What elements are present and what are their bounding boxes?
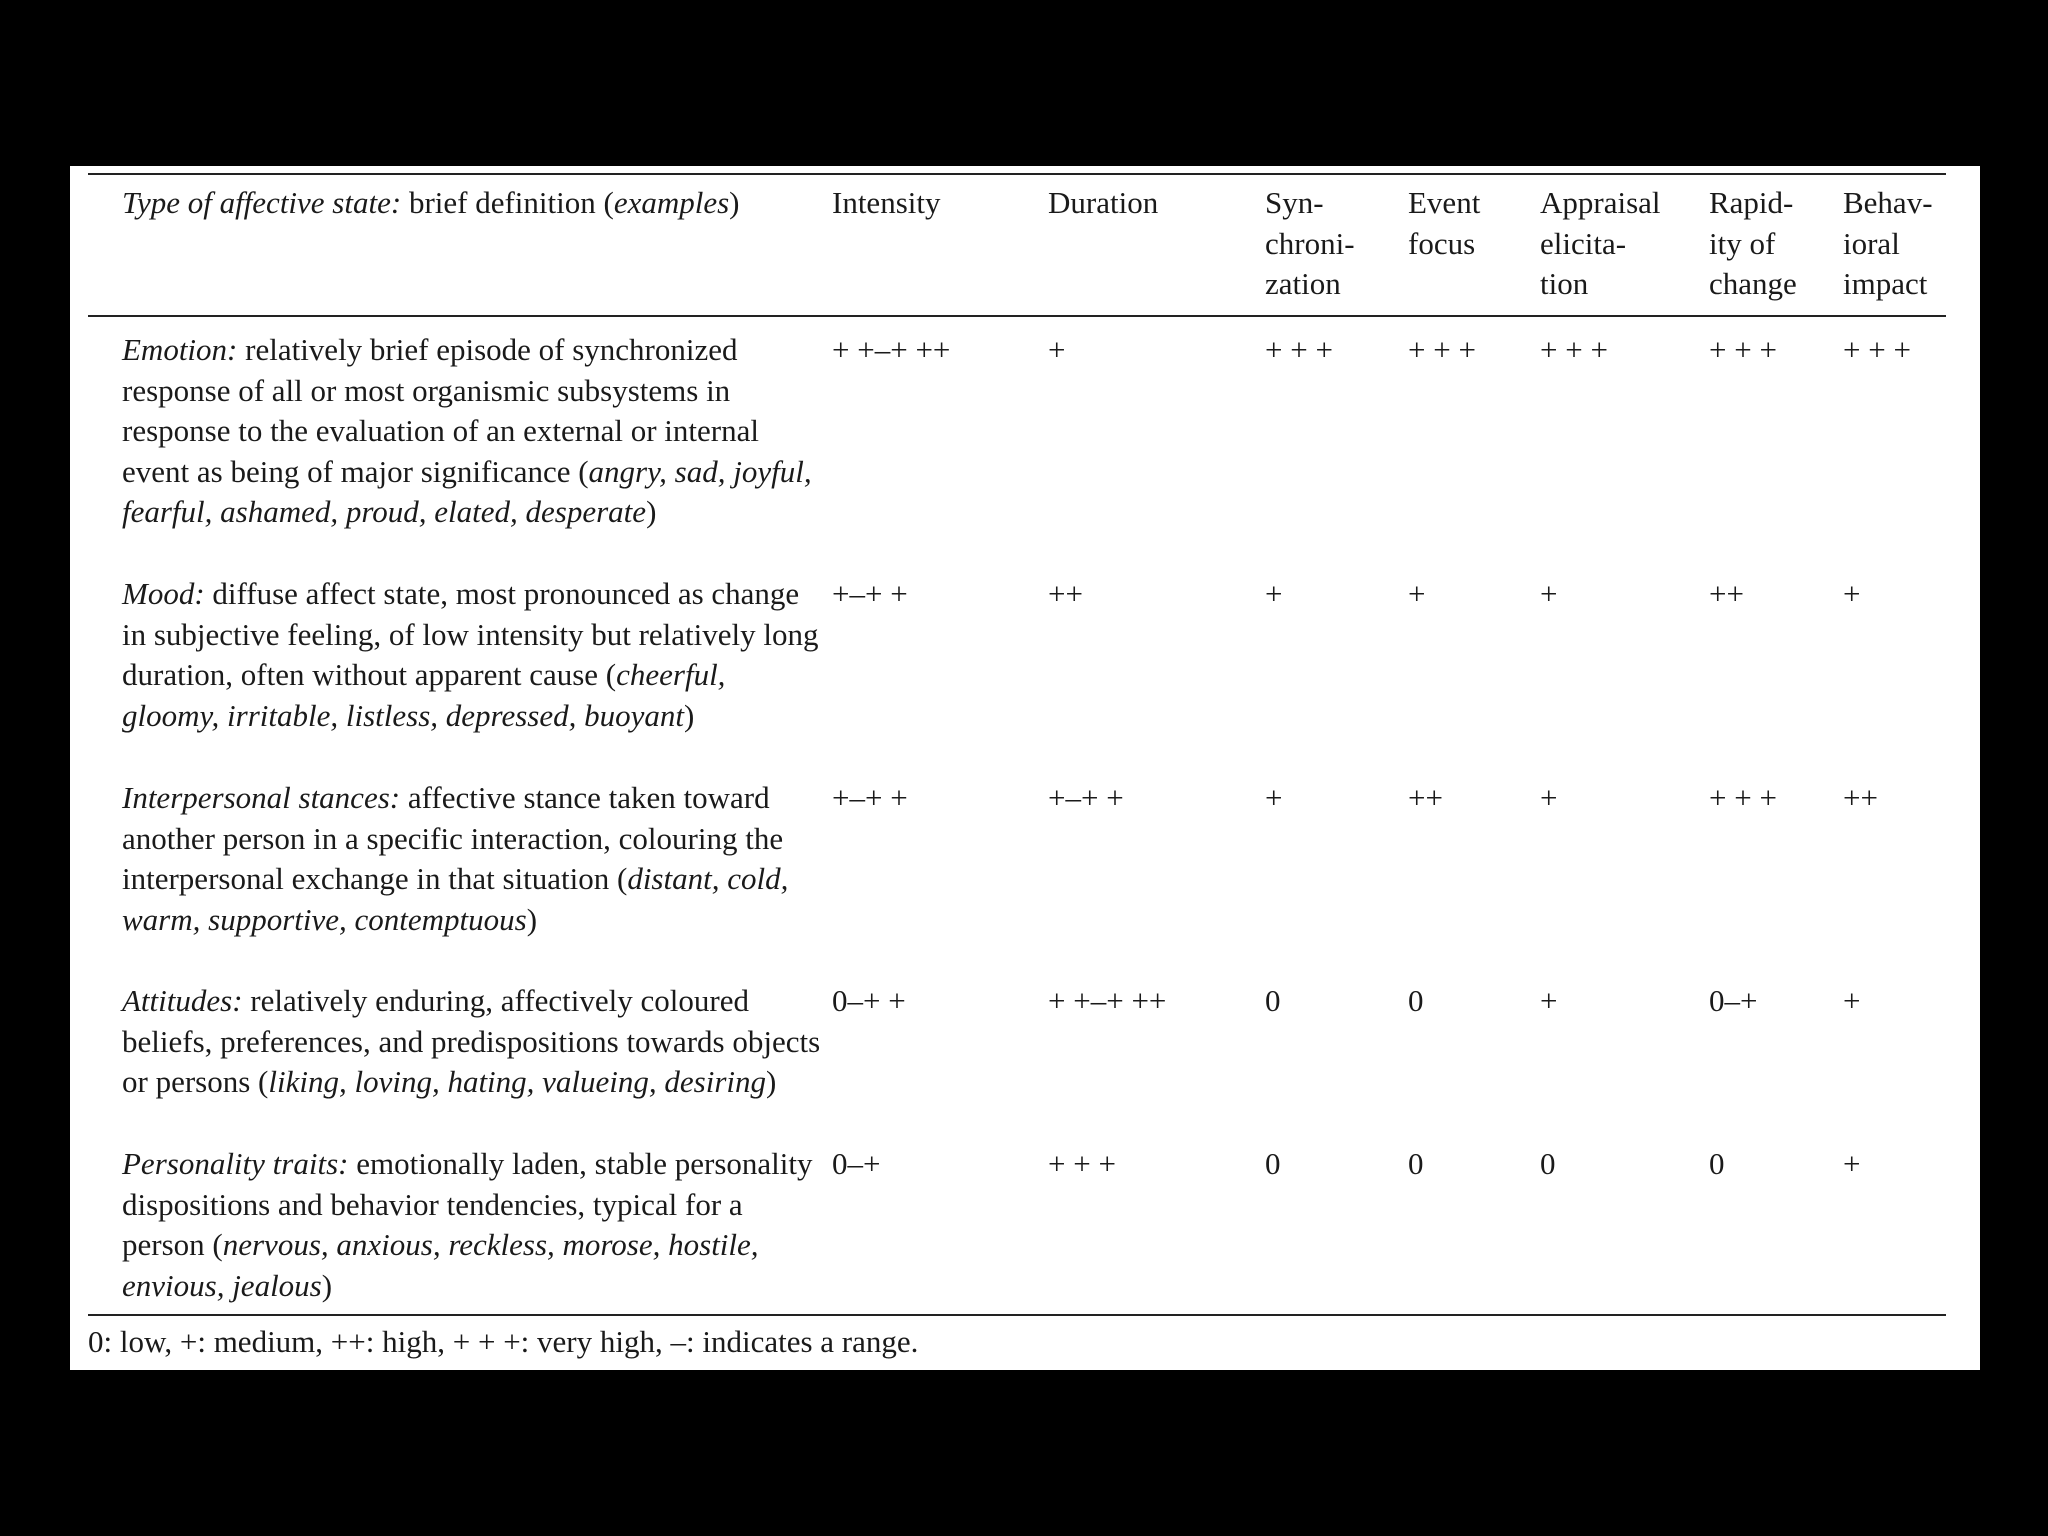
- header-synchronization: [1265, 183, 1355, 305]
- row-type: Interpersonal stances:: [122, 780, 401, 815]
- row-definition: relatively enduring, affectively coloured beliefs, preferences, and predispositions towards objects or persons (: [122, 983, 821, 1099]
- row-closing: ): [646, 494, 657, 529]
- table-top-rule: [88, 173, 1946, 175]
- table-bottom-rule: [88, 1314, 1946, 1316]
- header-line: tion: [1540, 266, 1589, 301]
- cell-synchronization: + + +: [1265, 332, 1333, 367]
- cell-appraisal-elicitation: +: [1540, 780, 1558, 815]
- row-definition: affective stance taken toward another person in a specific interaction, colouring the interpersonal exchange in that situation (: [122, 780, 784, 896]
- cell-intensity: + +–+ ++: [832, 332, 951, 367]
- row-type: Personality traits:: [122, 1146, 349, 1181]
- cell-duration: + + +: [1048, 1146, 1116, 1181]
- cell-intensity: +–+ +: [832, 780, 908, 815]
- row-examples: liking, loving, hating, valueing, desiring: [268, 1064, 767, 1099]
- cell-event-focus: ++: [1408, 780, 1443, 815]
- header-intensity: Intensity: [832, 185, 941, 220]
- header-line: ioral: [1843, 225, 1900, 261]
- header-line: Rapid-: [1709, 185, 1794, 220]
- row-examples: cheerful, gloomy, irritable, listless, depressed, buoyant: [122, 657, 726, 733]
- cell-appraisal-elicitation: +: [1540, 983, 1558, 1018]
- row-definition-mood: [122, 574, 822, 736]
- row-definition: emotionally laden, stable personality dispositions and behavior tendencies, typical for a person (: [122, 1146, 813, 1262]
- header-line: Syn-: [1265, 185, 1324, 220]
- cell-appraisal-elicitation: +: [1540, 576, 1558, 611]
- cell-rapidity-of-change: + + +: [1709, 332, 1777, 367]
- cell-event-focus: + + +: [1408, 332, 1476, 367]
- table-header-rule: [88, 315, 1946, 317]
- cell-rapidity-of-change: ++: [1709, 576, 1744, 611]
- cell-duration: + +–+ ++: [1048, 983, 1167, 1018]
- row-type: Emotion:: [122, 332, 238, 367]
- header-type-suffix: ): [729, 185, 740, 220]
- cell-duration: ++: [1048, 576, 1083, 611]
- header-type: [122, 183, 740, 224]
- cell-intensity: 0–+ +: [832, 983, 906, 1018]
- header-line: zation: [1265, 266, 1341, 301]
- cell-behavioral-impact: +: [1843, 576, 1861, 611]
- row-definition: diffuse affect state, most pronounced as change in subjective feeling, of low intensity but relatively long duration, often without apparent cause (: [122, 576, 819, 692]
- cell-event-focus: 0: [1408, 1146, 1424, 1181]
- header-line: ity of: [1709, 225, 1776, 261]
- header-line: focus: [1408, 225, 1476, 261]
- cell-event-focus: +: [1408, 576, 1426, 611]
- cell-rapidity-of-change: 0: [1709, 1146, 1725, 1181]
- cell-synchronization: +: [1265, 576, 1283, 611]
- header-type-prefix: Type of affective state:: [122, 185, 402, 220]
- table-footnote: 0: low, +: medium, ++: high, + + +: very high, –: indicates a range.: [88, 1324, 919, 1359]
- row-type: Mood:: [122, 576, 205, 611]
- header-line: Event: [1408, 185, 1481, 220]
- row-type: Attitudes:: [122, 983, 243, 1018]
- table-sheet: [70, 166, 1980, 1370]
- cell-synchronization: 0: [1265, 983, 1281, 1018]
- header-event-focus: [1408, 183, 1480, 264]
- header-line: elicita-: [1540, 225, 1627, 261]
- header-behavioral-impact: [1843, 183, 1933, 305]
- cell-intensity: +–+ +: [832, 576, 908, 611]
- row-definition-attitudes: [122, 981, 822, 1103]
- header-line: Appraisal: [1540, 185, 1661, 220]
- header-appraisal-elicitation: [1540, 183, 1661, 305]
- row-definition-personality-traits: [122, 1144, 822, 1306]
- cell-duration: +: [1048, 332, 1066, 367]
- row-examples: angry, sad, joyful, fearful, ashamed, proud, elated, desperate: [122, 453, 812, 529]
- cell-appraisal-elicitation: 0: [1540, 1146, 1556, 1181]
- cell-behavioral-impact: + + +: [1843, 332, 1911, 367]
- cell-behavioral-impact: +: [1843, 983, 1861, 1018]
- row-closing: ): [683, 697, 695, 733]
- cell-behavioral-impact: +: [1843, 1146, 1861, 1181]
- cell-rapidity-of-change: 0–+: [1709, 983, 1758, 1018]
- row-definition-emotion: [122, 330, 822, 533]
- header-rapidity-of-change: [1709, 183, 1797, 305]
- cell-intensity: 0–+: [832, 1146, 881, 1181]
- header-line: change: [1709, 266, 1797, 301]
- cell-synchronization: +: [1265, 780, 1283, 815]
- header-type-examples: examples: [613, 185, 730, 220]
- row-examples: nervous, anxious, reckless, morose, hostile, envious, jealous: [122, 1227, 759, 1303]
- cell-event-focus: 0: [1408, 983, 1424, 1018]
- header-line: impact: [1843, 266, 1928, 301]
- cell-rapidity-of-change: + + +: [1709, 780, 1777, 815]
- row-examples: distant, cold, warm, supportive, contemptuous: [122, 861, 789, 937]
- cell-appraisal-elicitation: + + +: [1540, 332, 1608, 367]
- cell-duration: +–+ +: [1048, 780, 1124, 815]
- row-definition-interpersonal-stances: [122, 778, 822, 940]
- cell-synchronization: 0: [1265, 1146, 1281, 1181]
- row-closing: ): [526, 901, 538, 937]
- cell-behavioral-impact: ++: [1843, 780, 1878, 815]
- row-closing: ): [766, 1064, 777, 1099]
- header-type-mid: brief definition (: [401, 185, 614, 220]
- header-line: Behav-: [1843, 185, 1933, 220]
- row-closing: ): [321, 1267, 333, 1303]
- header-line: chroni-: [1265, 225, 1355, 261]
- header-duration: Duration: [1048, 185, 1159, 220]
- row-definition: relatively brief episode of synchronized response of all or most organismic subsystems in response to the evaluation of an external or internal event as being of major significance (: [122, 332, 759, 489]
